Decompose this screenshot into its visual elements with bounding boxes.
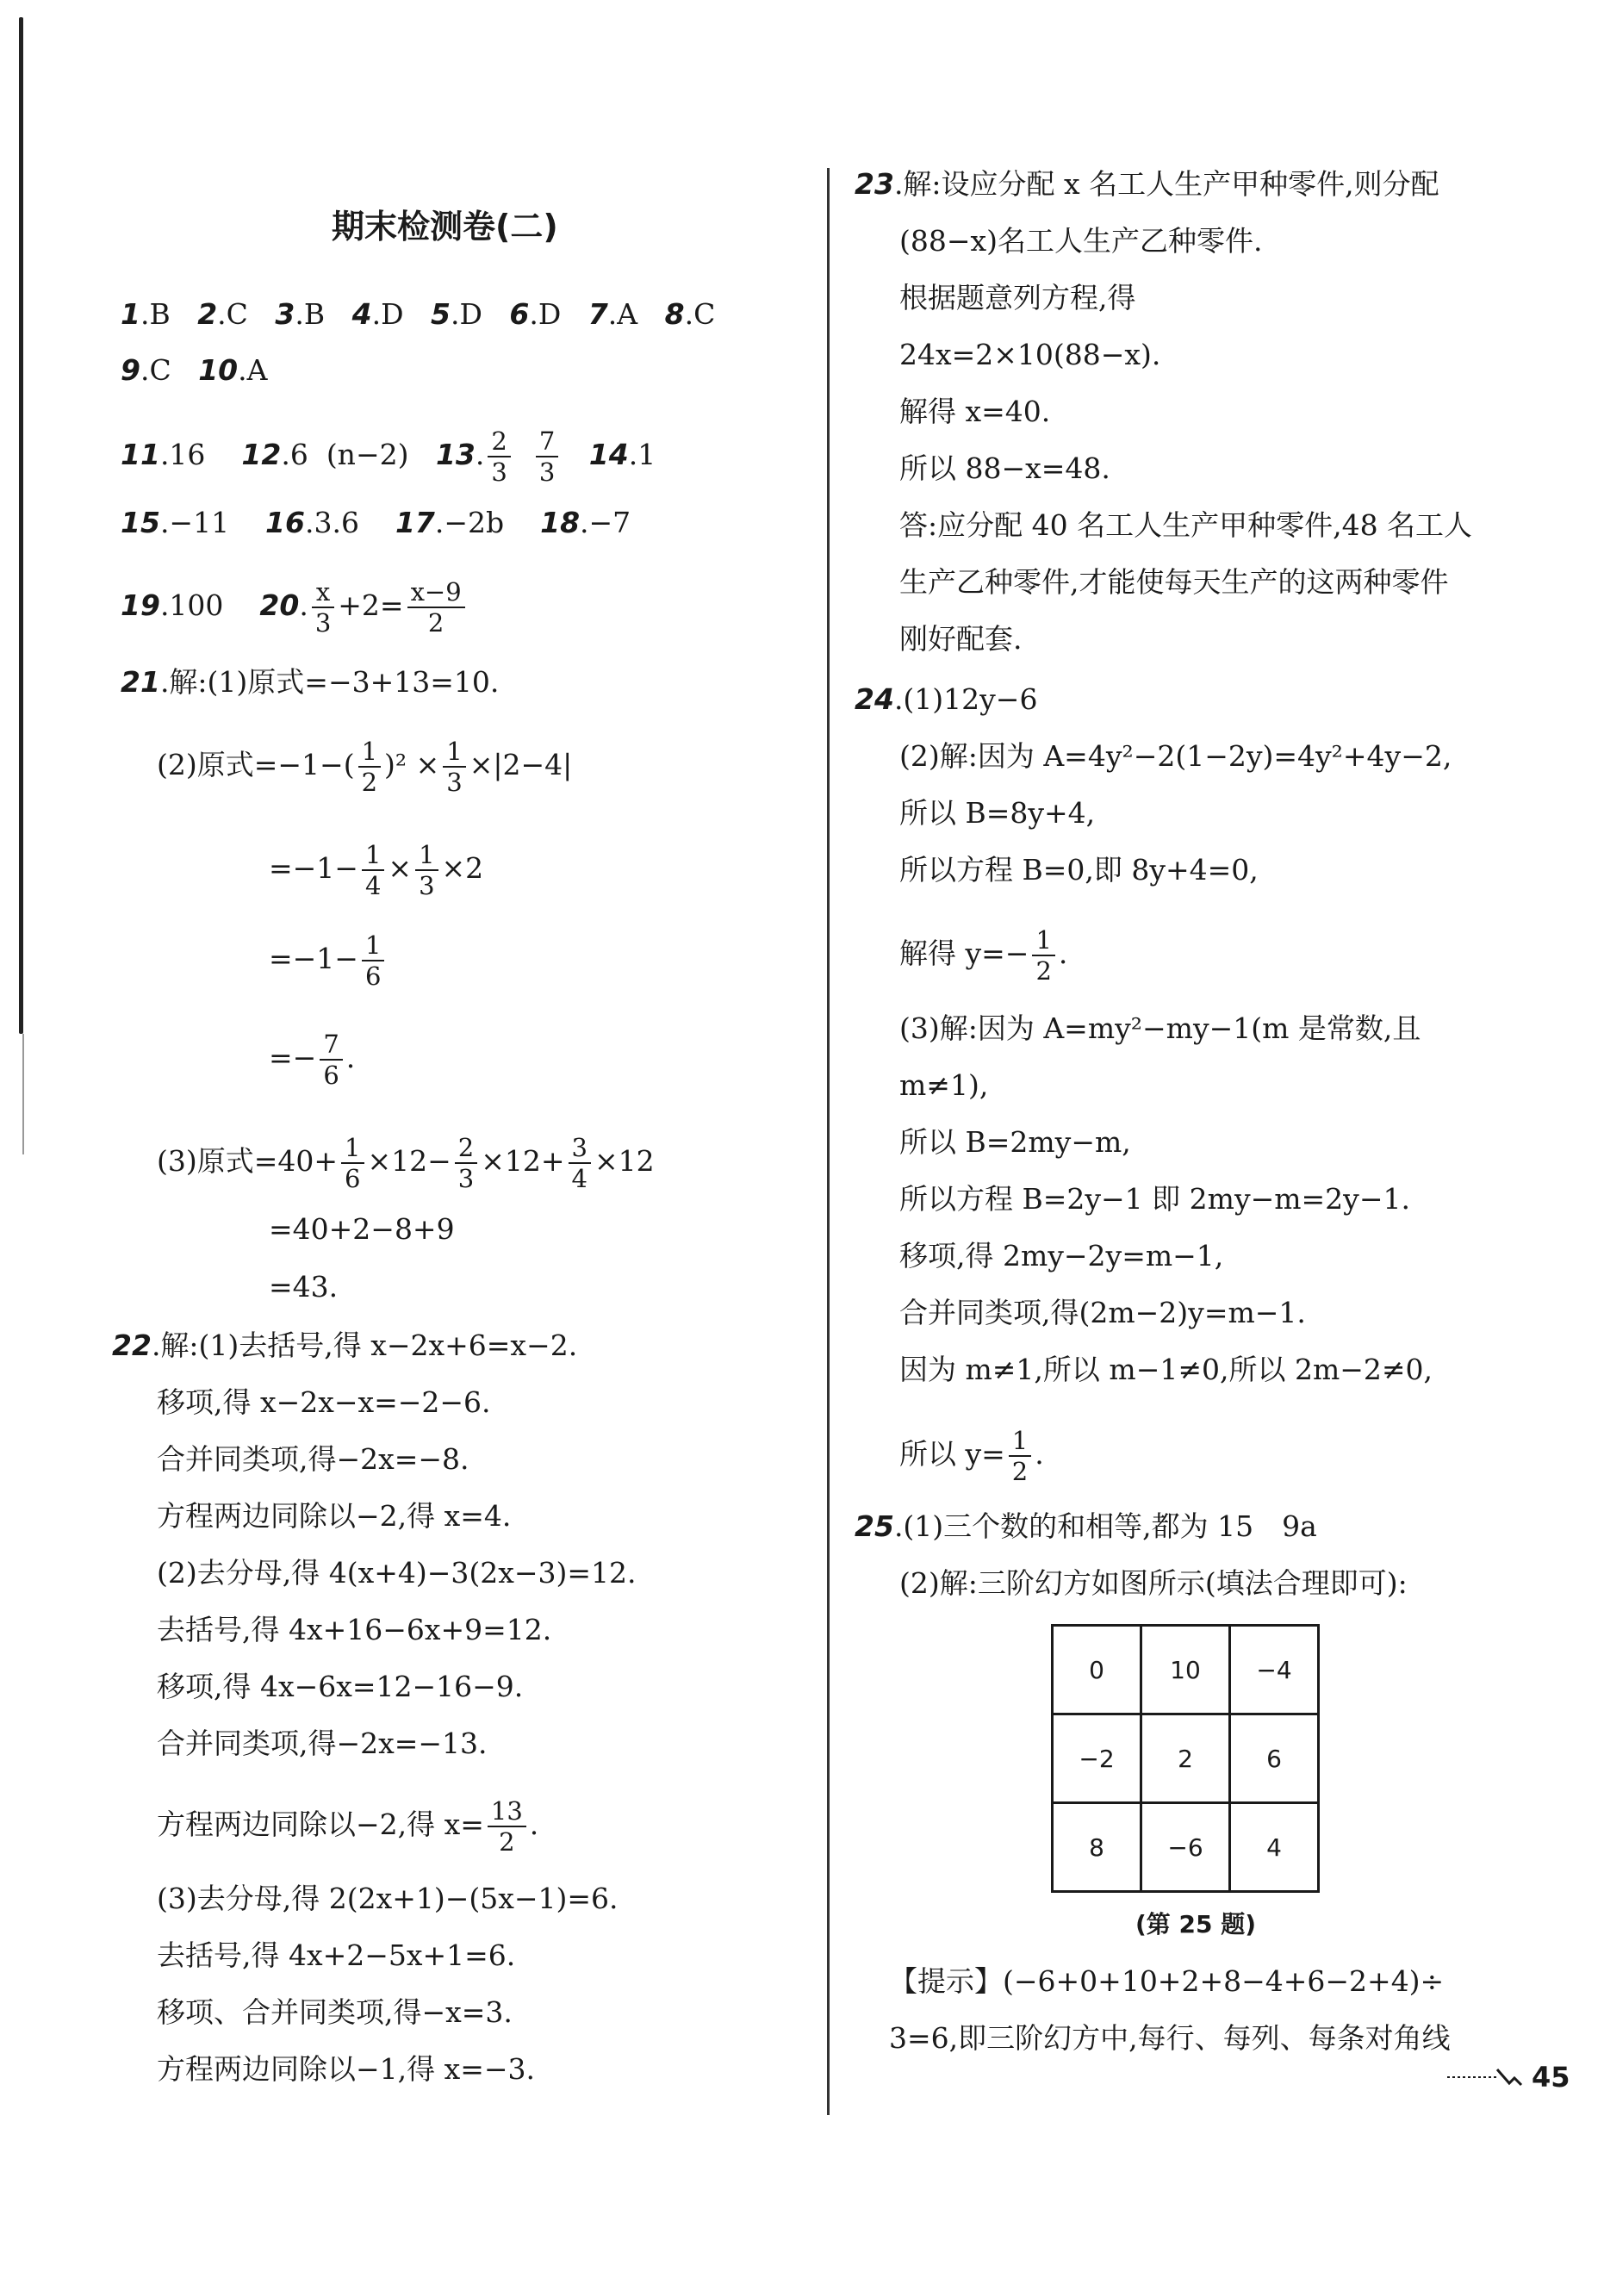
q21-line-6: (3)原式=40+ $\frac{1}{6}$ ×12− $\frac{2}{3}$ ×12+ $\frac{3}{4}$ ×12 [157, 1133, 655, 1193]
q25-line-1: 25.(1)三个数的和相等,都为 15 9a [855, 1509, 1317, 1543]
q24-line-9: 所以方程 B=2y−1 即 2my−m=2y−1. [899, 1182, 1410, 1216]
q22-line-3: 合并同类项,得−2x=−8. [157, 1442, 469, 1476]
q22-line-7: 移项,得 4x−6x=12−16−9. [157, 1670, 524, 1703]
q24-line-12: 因为 m≠1,所以 m−1≠0,所以 2m−2≠0, [899, 1353, 1433, 1386]
fill-answers-row-1: 11.16 12.6 (n−2) 13. $\frac{2}{3}$ $\frac{7}{3}$ 14.1 [121, 426, 656, 487]
magic-cell: 0 [1053, 1626, 1141, 1714]
q21-line-3: =−1− $\frac{1}{4}$ × $\frac{1}{3}$ ×2 [269, 840, 484, 900]
column-divider [827, 168, 830, 2115]
q22-line-5: (2)去分母,得 4(x+4)−3(2x−3)=12. [157, 1556, 637, 1590]
magic-cell: 2 [1141, 1714, 1230, 1803]
choice-answers-row-1: 1.B 2.C 3.B 4.D 5.D 6.D 7.A 8.C [121, 297, 716, 331]
magic-square-grid [1051, 1624, 1320, 1893]
q23-line-7: 答:应分配 40 名工人生产甲种零件,48 名工人 [899, 508, 1473, 542]
q21-line-7: =40+2−8+9 [269, 1212, 455, 1246]
q23-line-5: 解得 x=40. [899, 395, 1051, 428]
fill-answers-row-2: 15.−11 16.3.6 17.−2b 18.−7 [121, 506, 631, 539]
q24-line-2: (2)解:因为 A=4y²−2(1−2y)=4y²+4y−2, [899, 739, 1452, 773]
q24-line-3: 所以 B=8y+4, [899, 796, 1096, 830]
page-number-ornament-icon [1447, 2066, 1525, 2088]
q21-line-1: 21.解:(1)原式=−3+13=10. [121, 665, 500, 699]
page-binding-edge [19, 17, 23, 1034]
q22-line-13: 方程两边同除以−1,得 x=−3. [157, 2052, 536, 2086]
q23-line-6: 所以 88−x=48. [899, 451, 1110, 485]
magic-cell: 6 [1230, 1714, 1319, 1803]
q24-line-7: m≠1), [899, 1068, 989, 1102]
q22-line-8: 合并同类项,得−2x=−13. [157, 1727, 488, 1760]
q24-line-8: 所以 B=2my−m, [899, 1125, 1131, 1159]
fill-answers-row-3: 19.100 20. $\frac{x}{3}$ +2= $\frac{x-9}{2}$ [121, 577, 469, 638]
q24-line-11: 合并同类项,得(2m−2)y=m−1. [899, 1296, 1306, 1329]
page-number: 45 [1532, 2061, 1570, 2094]
q21-line-5: =− $\frac{7}{6}$ . [269, 1030, 356, 1090]
q22-line-1: 22.解:(1)去括号,得 x−2x+6=x−2. [112, 1328, 578, 1362]
q22-line-4: 方程两边同除以−2,得 x=4. [157, 1499, 512, 1533]
q23-line-9: 刚好配套. [899, 622, 1023, 656]
q21-line-4: =−1− $\frac{1}{6}$ [269, 930, 388, 991]
magic-cell: −6 [1141, 1803, 1230, 1892]
q22-line-10: (3)去分母,得 2(2x+1)−(5x−1)=6. [157, 1882, 619, 1915]
q21-line-2: (2)原式=−1−( $\frac{1}{2}$ )² × $\frac{1}{3}$ ×|2−4| [157, 737, 573, 797]
figure-caption: (第 25 题) [1135, 1910, 1257, 1938]
magic-cell: 4 [1230, 1803, 1319, 1892]
q22-line-2: 移项,得 x−2x−x=−2−6. [157, 1385, 491, 1419]
q23-line-8: 生产乙种零件,才能使每天生产的这两种零件 [899, 565, 1449, 599]
q24-line-1: 24.(1)12y−6 [855, 682, 1038, 716]
q23-line-4: 24x=2×10(88−x). [899, 338, 1161, 371]
q24-line-13: 所以 y= $\frac{1}{2}$ . [899, 1426, 1044, 1486]
q24-line-4: 所以方程 B=0,即 8y+4=0, [899, 853, 1259, 887]
magic-cell: −4 [1230, 1626, 1319, 1714]
q22-line-11: 去括号,得 4x+2−5x+1=6. [157, 1938, 516, 1972]
q23-line-2: (88−x)名工人生产乙种零件. [899, 224, 1263, 258]
q23-line-3: 根据题意列方程,得 [899, 281, 1136, 314]
page-title: 期末检测卷(二) [332, 208, 558, 246]
magic-cell: 8 [1053, 1803, 1141, 1892]
q21-line-8: =43. [269, 1270, 339, 1304]
magic-cell: −2 [1053, 1714, 1141, 1803]
q25-hint-line-2: 3=6,即三阶幻方中,每行、每列、每条对角线 [889, 2021, 1451, 2055]
choice-answers-row-2: 9.C 10.A [121, 353, 268, 387]
q23-line-1: 23.解:设应分配 x 名工人生产甲种零件,则分配 [855, 167, 1439, 201]
q25-line-2: (2)解:三阶幻方如图所示(填法合理即可): [899, 1566, 1408, 1600]
q22-line-9: 方程两边同除以−2,得 x= $\frac{13}{2}$ . [157, 1796, 539, 1857]
q24-line-6: (3)解:因为 A=my²−my−1(m 是常数,且 [899, 1011, 1421, 1045]
q24-line-10: 移项,得 2my−2y=m−1, [899, 1239, 1224, 1272]
page-binding-edge-lower [22, 1034, 24, 1154]
q22-line-12: 移项、合并同类项,得−x=3. [157, 1995, 513, 2029]
q22-line-6: 去括号,得 4x+16−6x+9=12. [157, 1613, 552, 1646]
q24-line-5: 解得 y=− $\frac{1}{2}$ . [899, 925, 1068, 986]
q25-hint-line-1: 【提示】(−6+0+10+2+8−4+6−2+4)÷ [889, 1964, 1445, 1998]
magic-cell: 10 [1141, 1626, 1230, 1714]
